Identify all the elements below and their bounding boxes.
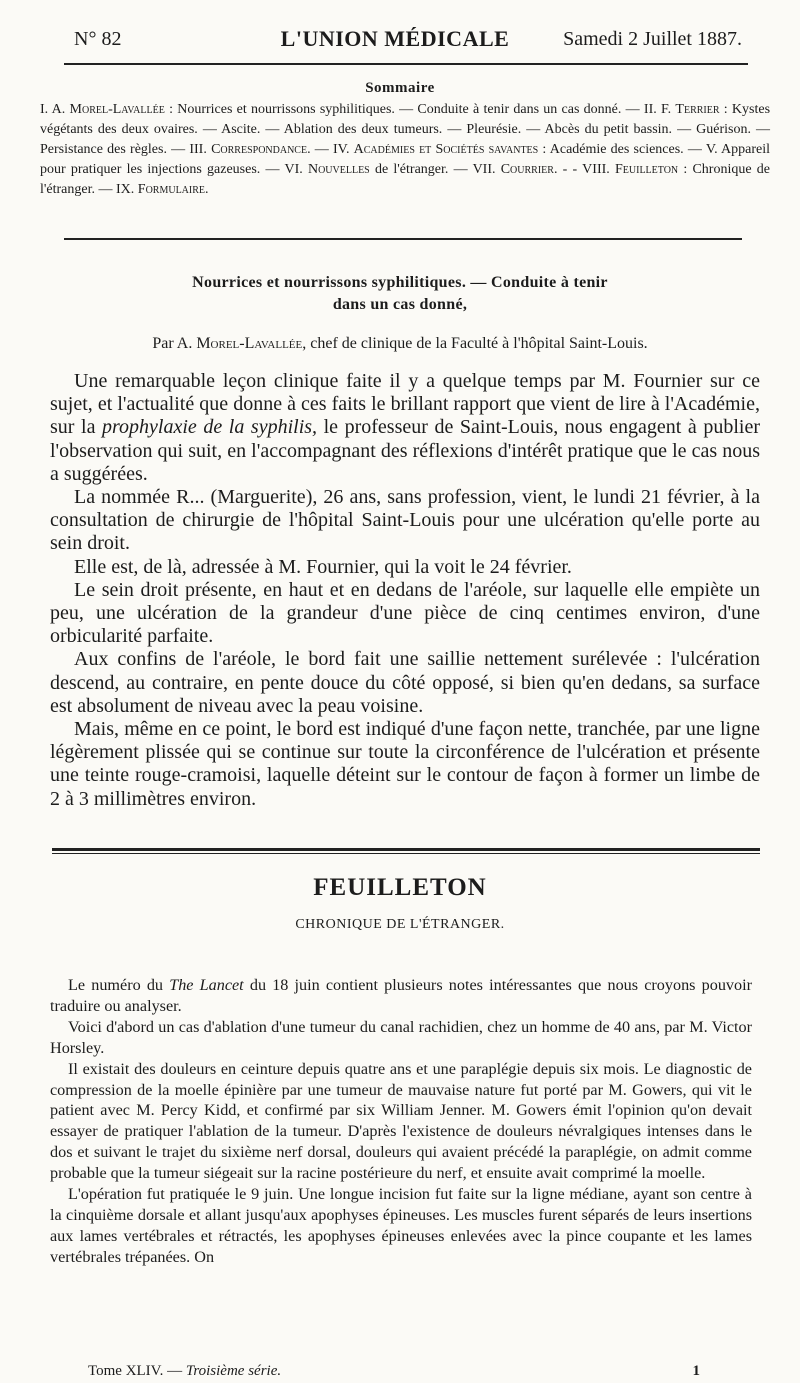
feuilleton-subtitle: CHRONIQUE DE L'ÉTRANGER. [295,917,505,932]
sommaire-rule [64,238,742,240]
issue-number: N° 82 [74,28,122,50]
sommaire-title: Sommaire [365,80,435,96]
article-title: Nourrices et nourrissons syphilitiques. — Conduite à tenir dans un cas donné, [192,274,608,313]
sommaire-body: I. A. Morel-Lavallée : Nourrices et nourrissons syphilitiques. — Conduite à tenir dans un cas donné. — II. F. Terrier : Kystes végétants des deux ovaires. — Ascite. — Ablation des deux tumeurs. — Pleurésie. — Abcès du petit bassin. — Guérison. — Persistance des règles. — III. Correspondance. — IV. Académies et Sociétés savantes : Académie des sciences. — V. Appareil pour pratiquer les injections gazeuses. — VI. Nouvelles de l'étranger. — VII. Courrier. - - VIII. Feuilleton : Chronique de l'étranger. — IX. Formulaire. [40,102,771,197]
article-body [50,370,760,811]
article-paragraph: Le sein droit présente, en haut et en dedans de l'aréole, sur laquelle elle empiète un peu, une ulcération de la grandeur d'une pièce de cinq centimes environ, d'une orbicularité parfaite. [50,578,760,648]
article-paragraph: Aux confins de l'aréole, le bord fait une saillie nettement surélevée : l'ulcération descend, au contraire, en pente douce du côté opposé, si bien qu'en dedans, sa surface est absolument de niveau avec la peau voisine. [50,648,760,717]
feuilleton-body [50,975,752,1268]
article-paragraph: La nommée R... (Marguerite), 26 ans, sans profession, vient, le lundi 21 février, à la consultation de chirurgie de l'hôpital Saint-Louis pour une ulcération qu'elle porte au sein droit. [50,486,760,555]
signature-mark: 1 [692,1363,700,1379]
header-rule [64,63,748,65]
page-footer [88,1363,700,1383]
volume-label: Tome XLIV. — Troisième série. [88,1363,282,1379]
feuilleton-paragraph: L'opération fut pratiquée le 9 juin. Une longue incision fut faite sur la ligne médiane, ayant son centre à la cinquième dorsale et allant jusqu'aux apophyses épineuses. Les muscles furent séparés de leurs insertions aux lames vertébrales et rétractés, les apophyses épineuses enlevées avec la pince coupante et les lames vertébrales trépanées. On [50,1185,752,1266]
feuilleton-paragraph: Voici d'abord un cas d'ablation d'une tumeur du canal rachidien, chez un homme de 40 ans, par M. Victor Horsley. [50,1017,752,1057]
section-rule-thin [52,853,760,854]
issue-date: Samedi 2 Juillet 1887. [563,28,742,50]
feuilleton-title: FEUILLETON [313,874,487,901]
article-paragraph: Une remarquable leçon clinique faite il y a quelque temps par M. Fournier sur ce sujet, et l'actualité que donne à ces faits le brillant rapport que vient de lire à l'Académie, sur la prophylaxie de la syphilis, le professeur de Saint-Louis, nous engagent à publier l'observation qui suit, en l'accompagnant des réflexions d'intérêt pratique que le cas nous a suggérées. [50,370,760,485]
article-byline: Par A. Morel-Lavallée, chef de clinique de la Faculté à l'hôpital Saint-Louis. [152,335,648,352]
section-rule [52,848,760,851]
feuilleton-paragraph: Il existait des douleurs en ceinture depuis quatre ans et une paraplégie depuis six mois. Le diagnostic de compression de la moelle épinière par une tumeur de mauvaise nature fut porté par M. Gowers, qui vit le patient avec M. Percy Kidd, et confirmé par six William Jenner. M. Gowers émit l'opinion qu'on devait essayer de pratiquer l'ablation de la tumeur. D'après l'existence de douleurs névralgiques intenses dans le dos et suivant le trajet du sixième nerf dorsal, douleurs qui avaient précédé la paraplégie, on admit comme probable que la tumeur siégeait sur la racine postérieure du nerf, et ensuite avait comprimé la moelle. [50,1059,752,1183]
article-paragraph: Elle est, de là, adressée à M. Fournier, qui la voit le 24 février. [74,555,572,578]
page-header [48,24,742,58]
feuilleton-paragraph: Le numéro du The Lancet du 18 juin contient plusieurs notes intéressantes que nous croyons pouvoir traduire ou analyser. [50,976,752,1015]
journal-title: L'UNION MÉDICALE [280,26,510,51]
article-paragraph: Mais, même en ce point, le bord est indiqué d'une façon nette, tranchée, par une ligne légèrement plissée qui se continue sur toute la circonférence de l'ulcération et présente une teinte rouge-cramoisi, laquelle déteint sur le contour de façon à former un limbe de 2 à 3 millimètres environ. [50,718,760,810]
